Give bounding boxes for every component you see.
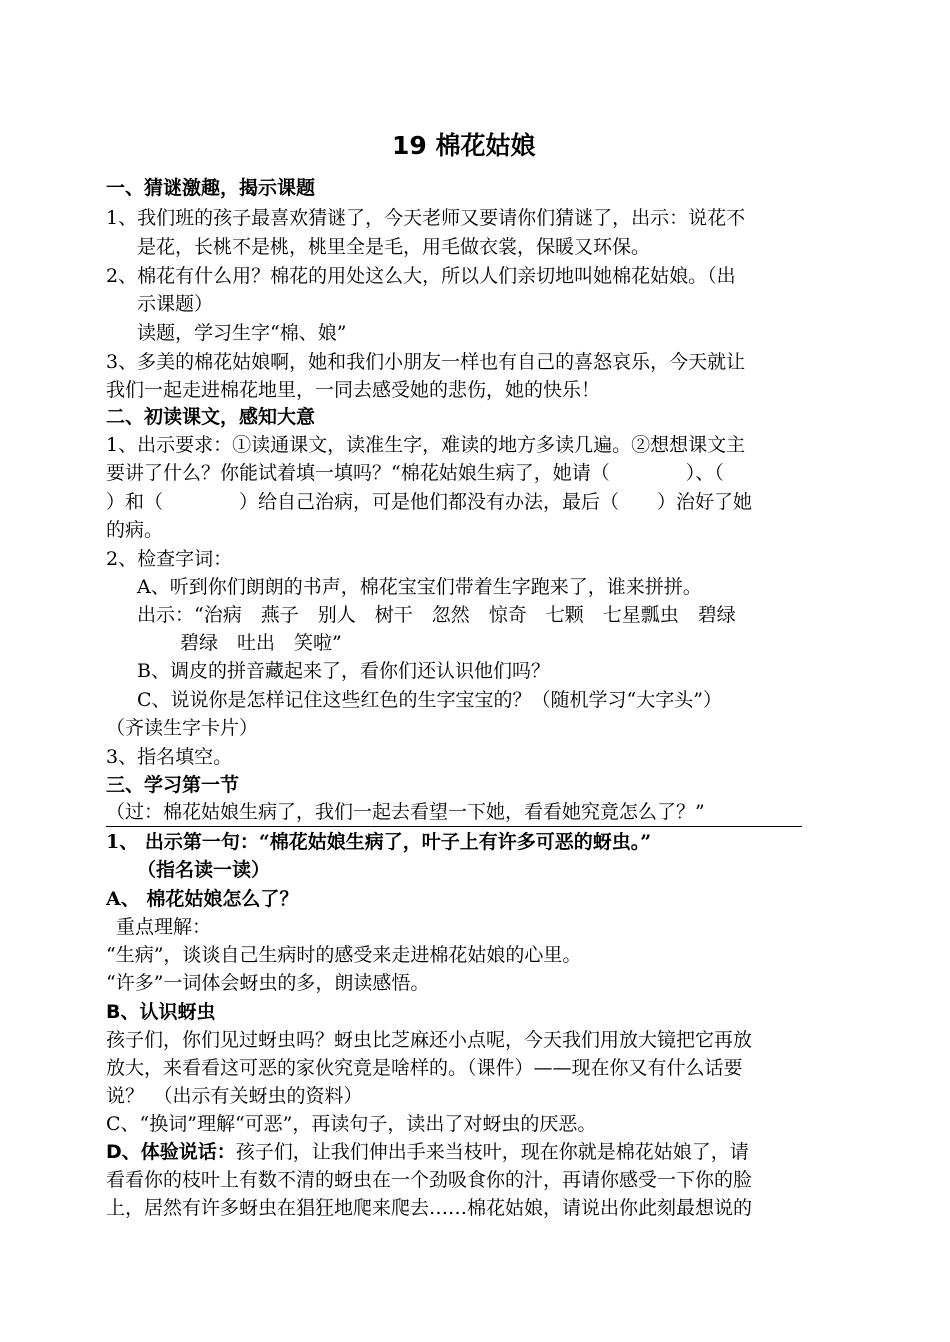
section-heading: 一、猜谜激趣，揭示课题 [106, 177, 316, 199]
text-line: 1、 出示第一句：“棉花姑娘生病了，叶子上有许多可恶的蚜虫。” [106, 831, 652, 853]
inline-heading: D、体验说话： [106, 1141, 236, 1163]
text-line: 看看你的枝叶上有数不清的蚜虫在一个劲吸食你的汁，再请你感受一下你的脸 [106, 1169, 753, 1191]
text-line: C、“换词”理解“可恶”，再读句子，读出了对蚜虫的厌恶。 [106, 1113, 597, 1135]
text-line: 是花，长桃不是桃，桃里全是毛，用毛做衣裳，保暖又环保。 [137, 236, 651, 258]
text-line: 1、出示要求：①读通课文，读准生字，难读的地方多读几遍。②想想课文主 [106, 434, 746, 456]
text-line: 孩子们，你们见过蚜虫吗？蚜虫比芝麻还小点呢，今天我们用放大镜把它再放 [106, 1029, 753, 1051]
text-line: 读题，学习生字“棉、娘” [137, 322, 347, 344]
text-line: “生病”，谈谈自己生病时的感受来走进棉花姑娘的心里。 [106, 944, 582, 966]
text-line: 我们一起走进棉花地里，一同去感受她的悲伤，她的快乐！ [106, 379, 601, 401]
page-title: 19 棉花姑娘 [392, 131, 536, 160]
text-line: 3、多美的棉花姑娘啊，她和我们小朋友一样也有自己的喜怒哀乐，今天就让 [106, 351, 746, 373]
text-line: 放大，来看看这可恶的家伙究竟是啥样的。（课件）——现在你又有什么话要 [106, 1057, 743, 1079]
section-heading: 二、初读课文，感知大意 [106, 406, 316, 428]
text-line: C、说说你是怎样记住这些红色的生字宝宝的？（随机学习“大字头”） [137, 689, 722, 711]
underlined-transition-line: （过：棉花姑娘生病了，我们一起去看望一下她，看看她究竟怎么了？” [106, 798, 802, 827]
text-line: 说？ （出示有关蚜虫的资料） [106, 1085, 363, 1107]
text-line: 上，居然有许多蚜虫在猖狂地爬来爬去……棉花姑娘，请说出你此刻最想说的 [106, 1197, 753, 1219]
text-line: 2、棉花有什么用？棉花的用处这么大，所以人们亲切地叫她棉花姑娘。（出 [106, 265, 736, 287]
text-line: 碧绿 吐出 笑啦” [180, 632, 342, 654]
text-line: 的病。 [106, 519, 164, 541]
text-line [106, 1137, 848, 1167]
text-line: 重点理解： [116, 916, 212, 938]
text-line: “许多”一词体会蚜虫的多，朗读感悟。 [106, 972, 430, 994]
text-line: A、 棉花姑娘怎么了？ [106, 888, 299, 910]
text-line: （齐读生字卡片） [106, 717, 259, 739]
section-heading: 三、学习第一节 [106, 774, 240, 796]
text-line: （指名读一读） [137, 859, 271, 881]
text-line: B、调皮的拼音藏起来了，看你们还认识他们吗？ [137, 660, 550, 682]
text-line: 1、我们班的孩子最喜欢猜谜了，今天老师又要请你们猜谜了，出示：说花不 [106, 207, 746, 229]
text-line: 出示：“治病 燕子 别人 树干 忽然 惊奇 七颗 七星瓢虫 碧绿 [137, 604, 736, 626]
text-line: 2、检查字词： [106, 548, 233, 570]
text-line: A、听到你们朗朗的书声，棉花宝宝们带着生字跑来了，谁来拼拼。 [137, 576, 702, 598]
sub-heading: B、认识蚜虫 [106, 1001, 216, 1023]
text-line: 3、指名填空。 [106, 746, 233, 768]
text-line: ）和（ ）给自己治病，可是他们都没有办法，最后（ ）治好了她 [106, 491, 753, 513]
inline-text: 孩子们，让我们伸出手来当枝叶，现在你就是棉花姑娘了，请 [235, 1141, 749, 1163]
text-line: 示课题） [137, 293, 214, 315]
text-line: 要讲了什么？你能试着填一填吗？“棉花姑娘生病了，她请（ ）、（ [106, 462, 724, 484]
